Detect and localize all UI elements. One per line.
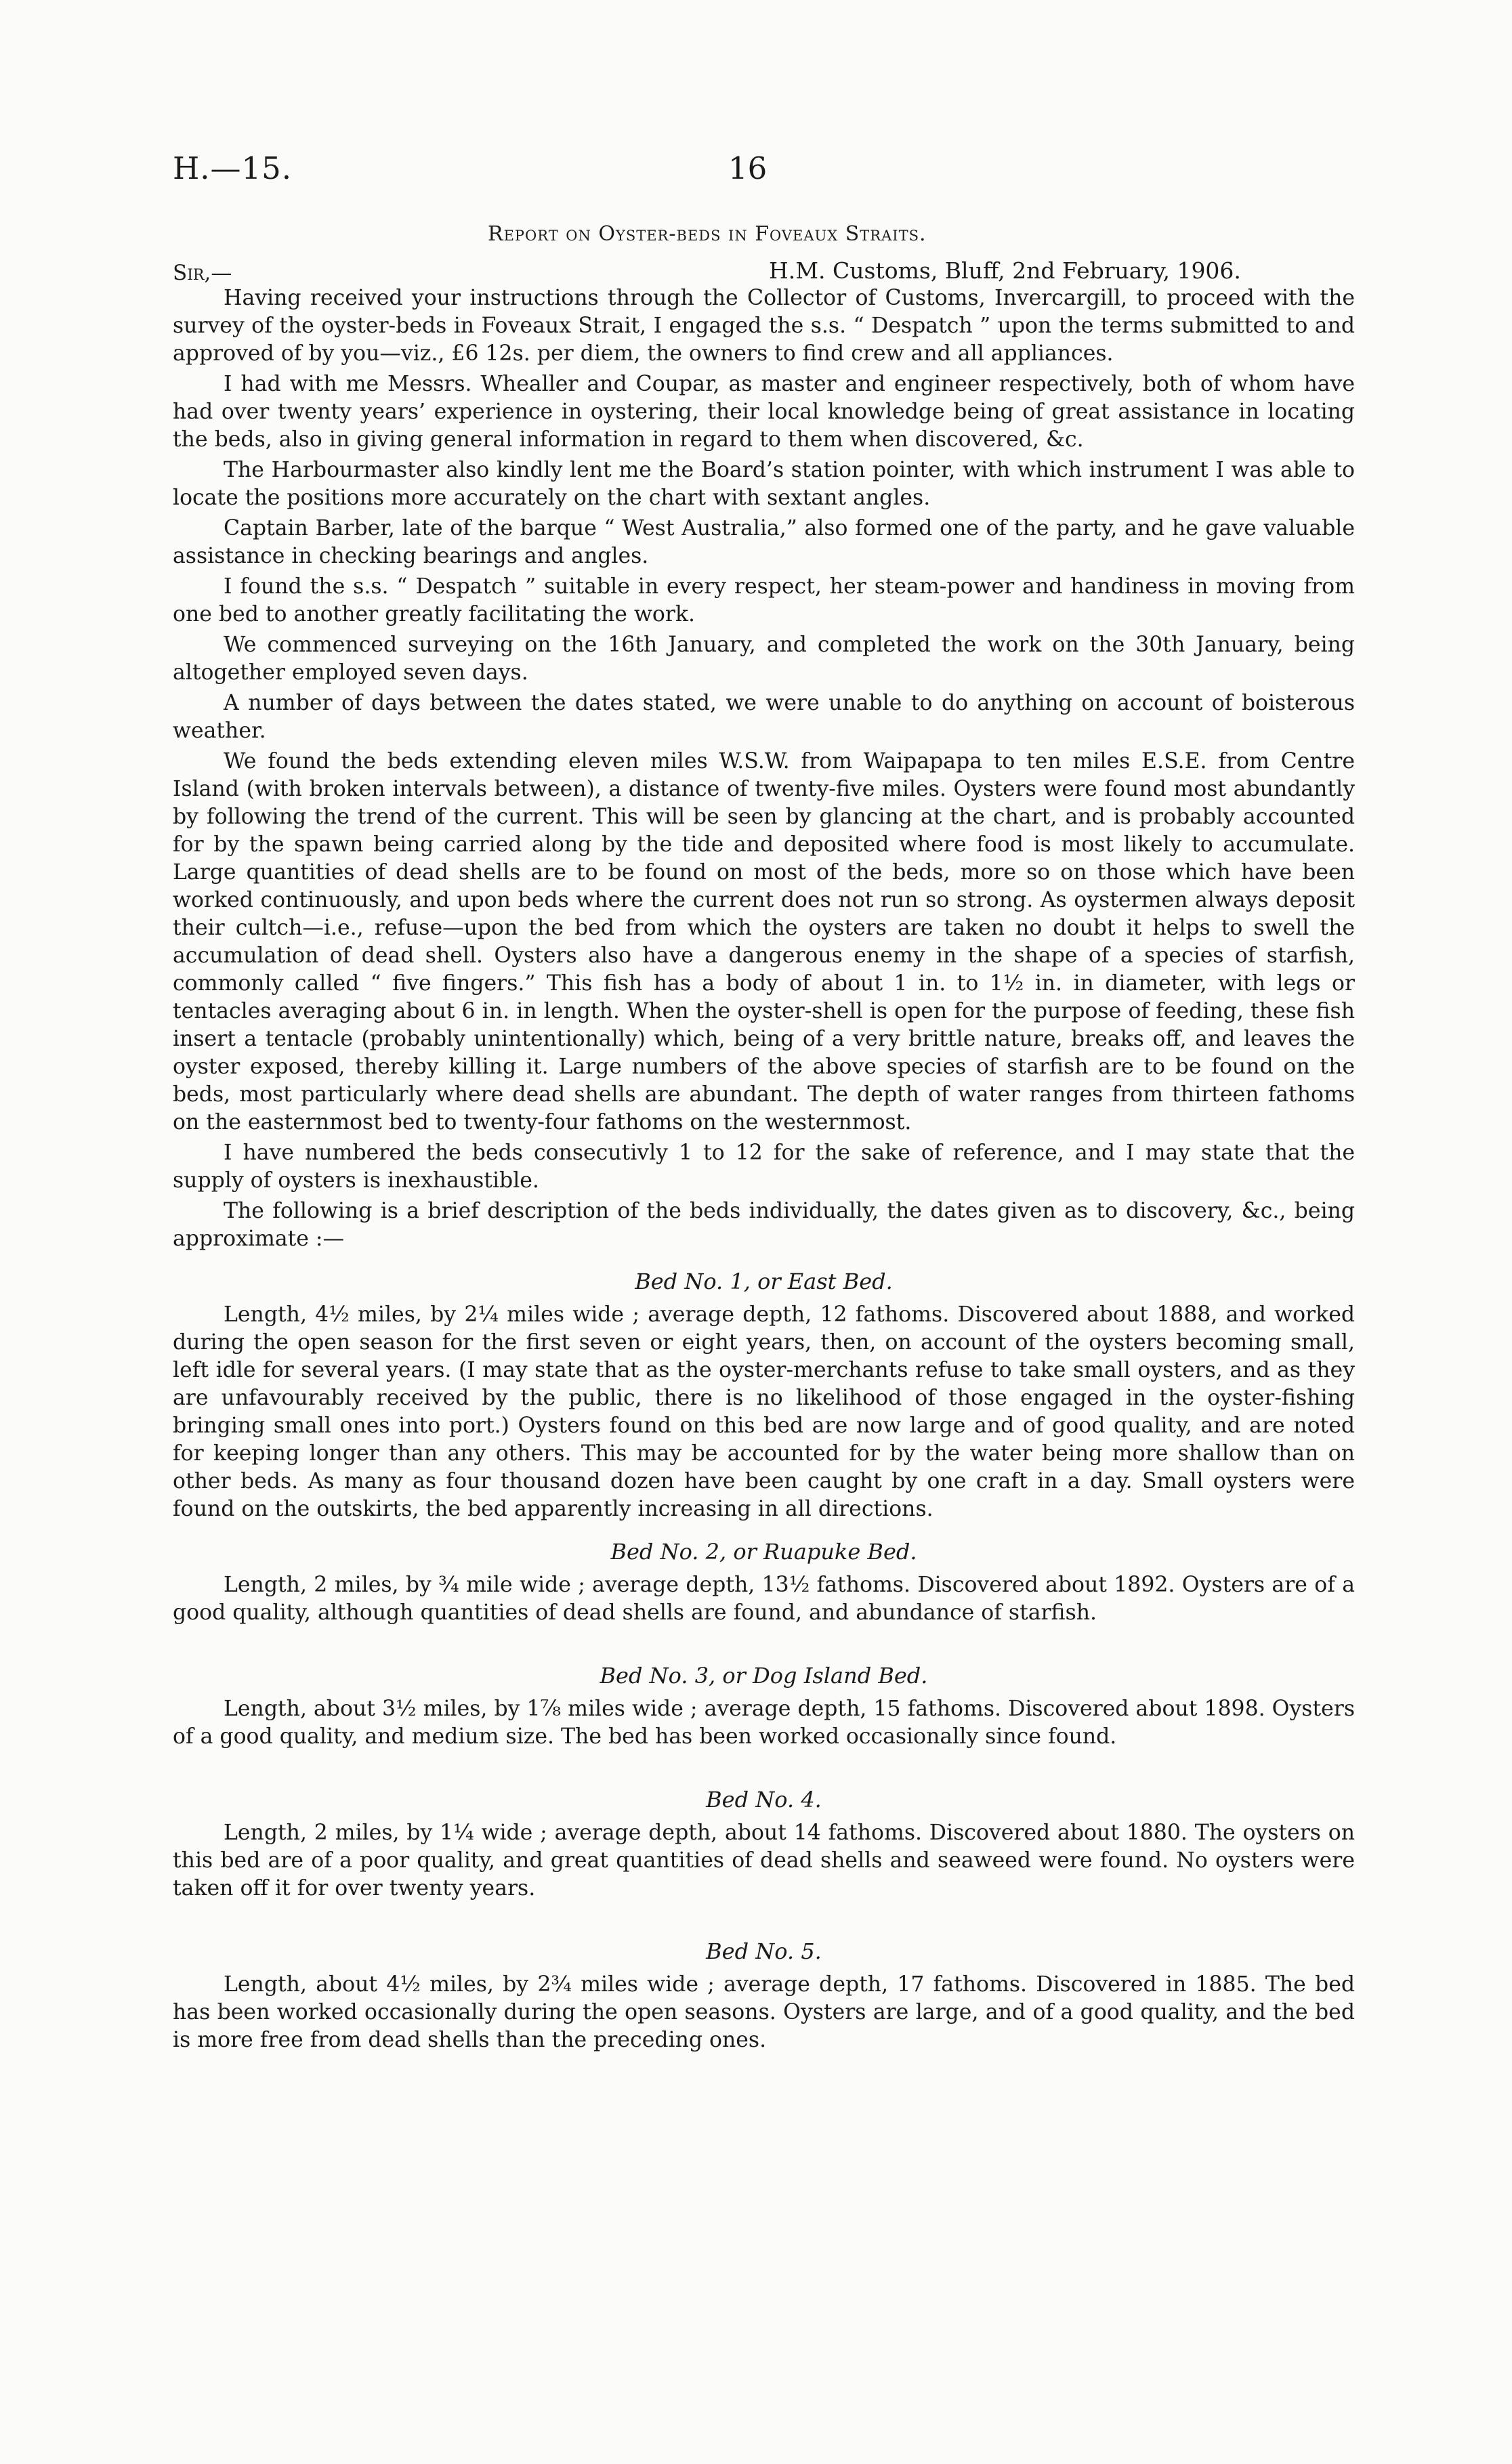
- paragraph: The Harbourmaster also kindly lent me the Board’s station pointer, with which instrument I was able to locate the positions more accurately on the chart with sextant angles.: [173, 458, 1355, 510]
- bed-description: Length, 4½ miles, by 2¼ miles wide ; average depth, 12 fathoms. Discovered about 1888, and worked during the open season for the first seven or eight years, then, on account of the oysters becoming small, left idle for several years. (I may state that as the oyster-merchants refuse to take small oysters, and as they are unfavourably received by the public, there is no likelihood of those engaged in the oyster-fishing bringing small ones into port.) Oysters found on this bed are now large and of good quality, and are noted for keeping longer than any others. This may be accounted for by the water being more shallow than on other beds. As many as four thousand dozen have been caught by one craft in a day. Small oysters were found on the outskirts, the bed apparently increasing in all directions.: [173, 1302, 1355, 1521]
- bed-heading: Bed No. 3, or Dog Island Bed.: [600, 1663, 928, 1688]
- dateline: H.M. Customs, Bluff, 2nd February, 1906.: [769, 257, 1241, 284]
- report-body: [173, 284, 1355, 2057]
- paragraph: Having received your instructions through the Collector of Customs, Invercargill, to proceed with the survey of the oyster-beds in Foveaux Strait, I engaged the s.s. “ Despatch ” upon the terms submitted to and approved of by you—viz., £6 12s. per diem, the owners to find crew and all appliances.: [173, 286, 1355, 366]
- parliamentary-paper-ref: H.—15.: [173, 150, 293, 186]
- paragraph: We found the beds extending eleven miles W.S.W. from Waipapapa to ten miles E.S.E. from Centre Island (with broken intervals between), a distance of twenty-five miles. Oysters were found most abundantly by following the trend of the current. This will be seen by glancing at the chart, and is probably accounted for by the spawn being carried along by the tide and deposited where food is most likely to accumulate. Large quantities of dead shells are to be found on most of the beds, more so on those which have been worked continuously, and upon beds where the current does not run so strong. As oystermen always deposit their cultch—i.e., refuse—upon the bed from which the oysters are taken no doubt it helps to swell the accumulation of dead shell. Oysters also have a dangerous enemy in the shape of a species of starfish, commonly called “ five fingers.” This fish has a body of about 1 in. to 1½ in. in diameter, with legs or tentacles averaging about 6 in. in length. When the oyster-shell is open for the purpose of feeding, these fish insert a tentacle (probably unintentionally) which, being of a very brittle nature, breaks off, and leaves the oyster exposed, thereby killing it. Large numbers of the above species of starfish are to be found on the beds, most particularly where dead shells are abundant. The depth of water ranges from thirteen fathoms on the easternmost bed to twenty-four fathoms on the westernmost.: [173, 749, 1355, 1134]
- paragraph: I had with me Messrs. Whealler and Coupar, as master and engineer respectively, both of whom have had over twenty years’ experience in oystering, their local knowledge being of great assistance in locating the beds, also in giving general information in regard to them when discovered, &c.: [173, 372, 1355, 452]
- paragraph: We commenced surveying on the 16th January, and completed the work on the 30th January, being altogether employed seven days.: [173, 633, 1355, 685]
- bed-description: Length, 2 miles, by 1¼ wide ; average depth, about 14 fathoms. Discovered about 1880. The oysters on this bed are of a poor quality, and great quantities of dead shells and seaweed were found. No oysters were taken off it for over twenty years.: [173, 1821, 1355, 1900]
- paragraph: I found the s.s. “ Despatch ” suitable in every respect, her steam-power and handiness in moving from one bed to another greatly facilitating the work.: [173, 574, 1355, 626]
- salutation: Sir,—: [173, 261, 232, 285]
- paragraph: I have numbered the beds consecutivly 1 to 12 for the sake of reference, and I may state that the supply of oysters is inexhaustible.: [173, 1141, 1355, 1193]
- bed-description: Length, about 3½ miles, by 1⅞ miles wide ; average depth, 15 fathoms. Discovered about 1898. Oysters of a good quality, and medium size. The bed has been worked occasionally since found.: [173, 1697, 1355, 1749]
- bed-heading: Bed No. 5.: [706, 1938, 822, 1964]
- page-header: [173, 150, 1358, 198]
- bed-heading: Bed No. 1, or East Bed.: [635, 1269, 893, 1294]
- paragraph: Captain Barber, late of the barque “ West Australia,” also formed one of the party, and he gave valuable assistance in checking bearings and angles.: [173, 516, 1355, 568]
- paragraph: A number of days between the dates stated, we were unable to do anything on account of boisterous weather.: [173, 691, 1355, 743]
- bed-description: Length, about 4½ miles, by 2¾ miles wide ; average depth, 17 fathoms. Discovered in 1885. The bed has been worked occasionally during the open seasons. Oysters are large, and of a good quality, and the bed is more free from dead shells than the preceding ones.: [173, 1972, 1355, 2052]
- bed-heading: Bed No. 2, or Ruapuke Bed.: [610, 1539, 917, 1565]
- paragraph: The following is a brief description of the beds individually, the dates given as to discovery, &c., being approximate :—: [173, 1199, 1355, 1251]
- report-title: Report on Oyster-beds in Foveaux Straits.: [488, 222, 927, 246]
- page-number: 16: [728, 150, 768, 186]
- bed-description: Length, 2 miles, by ¾ mile wide ; average depth, 13½ fathoms. Discovered about 1892. Oysters are of a good quality, although quantities of dead shells are found, and abundance of starfish.: [173, 1573, 1355, 1625]
- bed-heading: Bed No. 4.: [706, 1787, 822, 1812]
